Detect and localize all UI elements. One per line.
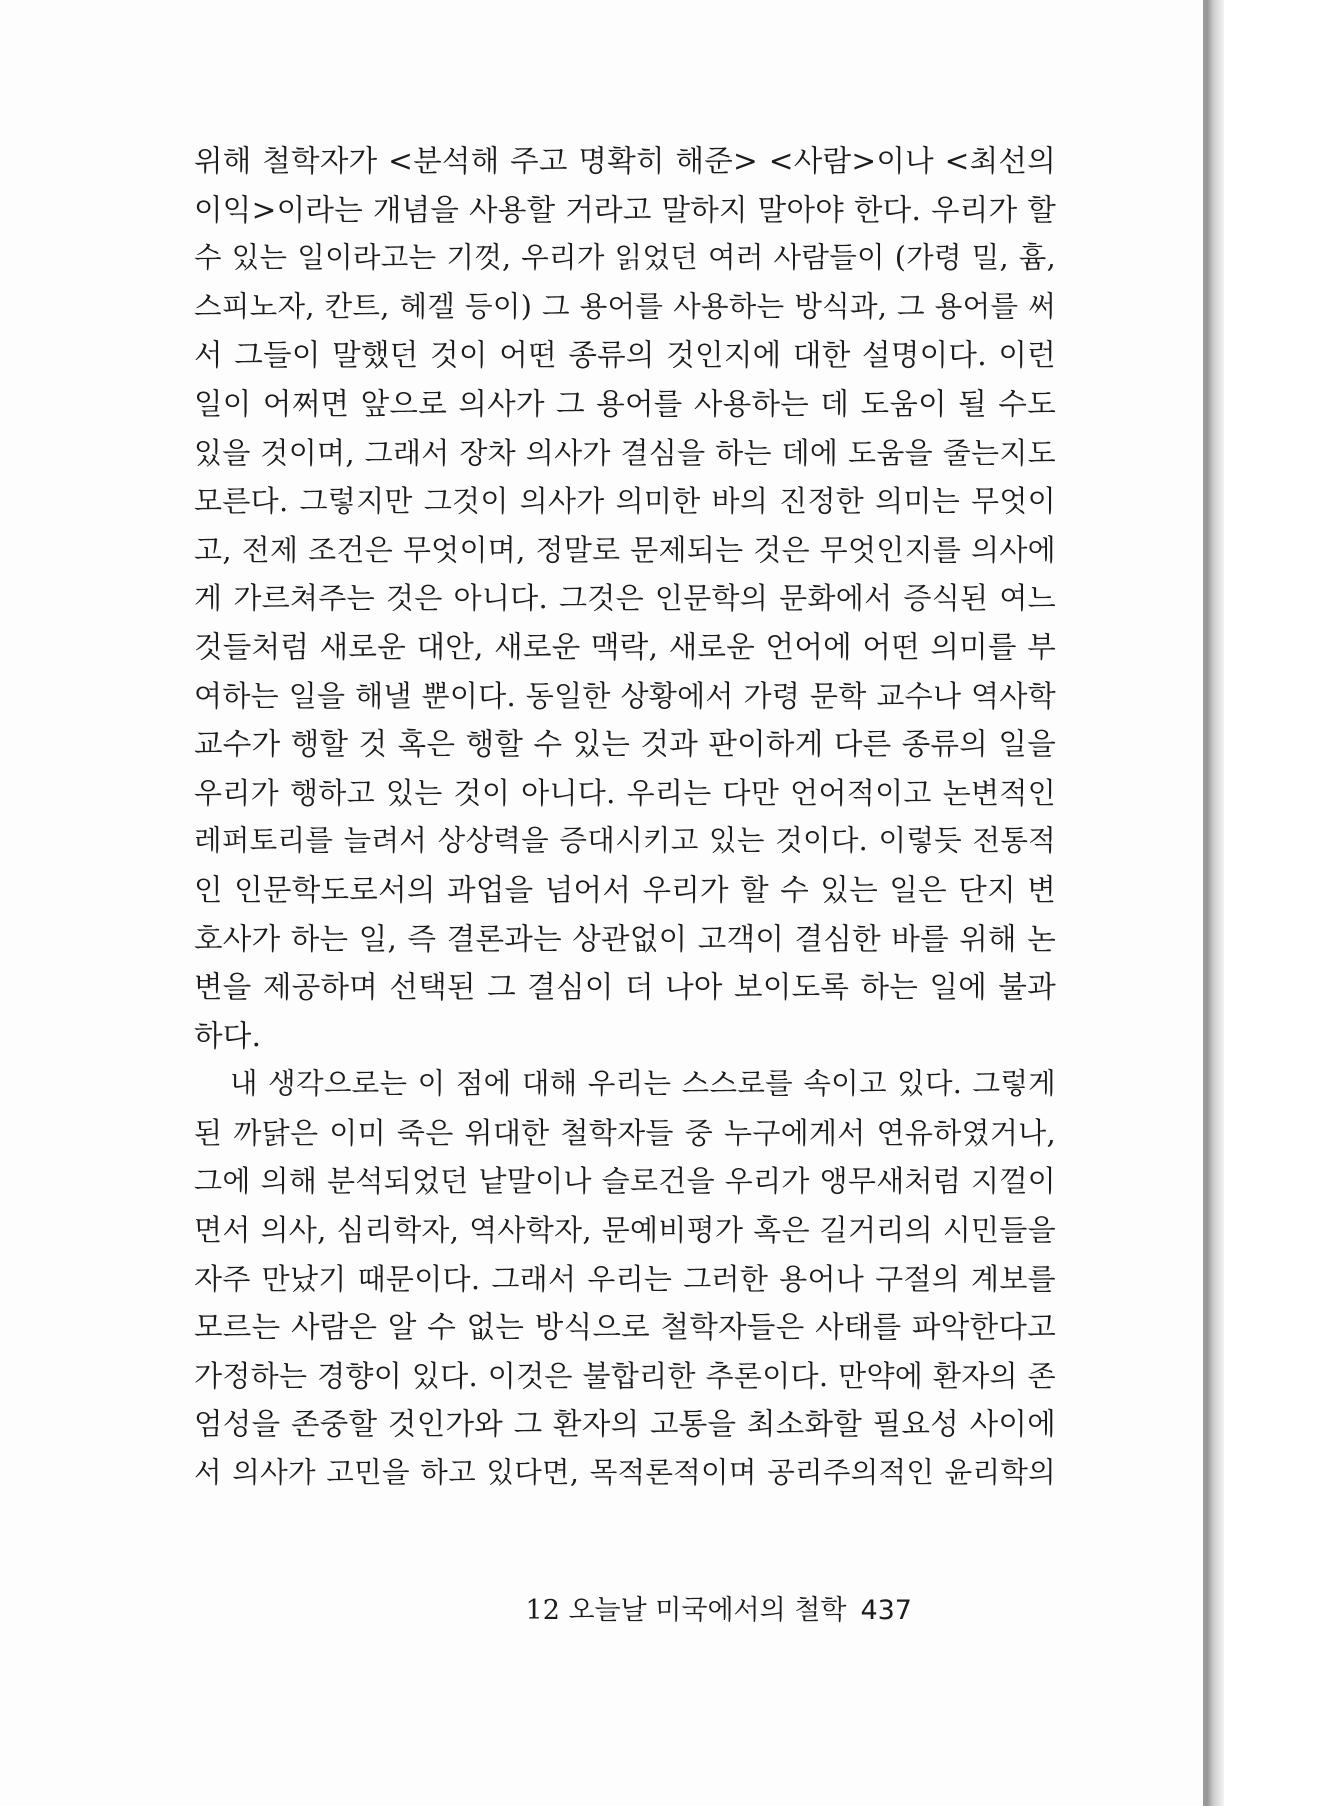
text-line: 이익>이라는 개념을 사용할 거라고 말하지 말아야 한다. 우리가 할 [194, 192, 1056, 227]
text-line: 수 있는 일이라고는 기껏, 우리가 읽었던 여러 사람들이 (가령 밀, 흄, [194, 241, 1056, 275]
text-line: 변을 제공하며 선택된 그 결심이 더 나아 보이도록 하는 일에 불과 [194, 970, 1056, 1005]
text-line: 서 의사가 고민을 하고 있다면, 목적론적이며 공리주의적인 윤리학의 [194, 1456, 1056, 1490]
running-footer [526, 1588, 912, 1627]
body-text [194, 137, 1056, 1498]
text-line: 모른다. 그렇지만 그것이 의사가 의미한 바의 진정한 의미는 무엇이 [194, 484, 1056, 519]
text-line: 서 그들이 말했던 것이 어떤 종류의 것인지에 대한 설명이다. 이런 [194, 338, 1056, 373]
text-line: 고, 전제 조건은 무엇이며, 정말로 문제되는 것은 무엇인지를 의사에 [194, 532, 1056, 567]
text-line: 된 까닭은 이미 죽은 위대한 철학자들 중 누구에게서 연유하였거나, [194, 1115, 1056, 1150]
text-line: 내 생각으로는 이 점에 대해 우리는 스스로를 속이고 있다. 그렇게 [230, 1067, 1056, 1101]
page-edge-shadow [1206, 0, 1224, 1806]
text-line: 자주 만났기 때문이다. 그래서 우리는 그러한 용어나 구절의 계보를 [194, 1261, 1056, 1296]
text-line: 여하는 일을 해낼 뿐이다. 동일한 상황에서 가령 문학 교수나 역사학 [194, 678, 1056, 713]
text-line: 모르는 사람은 알 수 없는 방식으로 철학자들은 사태를 파악한다고 [194, 1310, 1056, 1345]
chapter-title: 12 오늘날 미국에서의 철학 [525, 1595, 847, 1626]
text-line: 위해 철학자가 <분석해 주고 명확히 해준> <사람>이나 <최선의 [194, 144, 1056, 178]
text-line: 있을 것이며, 그래서 장차 의사가 결심을 하는 데에 도움을 줄는지도 [194, 435, 1056, 470]
text-line: 호사가 하는 일, 즉 결론과는 상관없이 고객이 결심한 바를 위해 논 [194, 921, 1056, 956]
text-line: 레퍼토리를 늘려서 상상력을 증대시키고 있는 것이다. 이렇듯 전통적 [194, 824, 1056, 858]
text-line: 가정하는 경향이 있다. 이것은 불합리한 추론이다. 만약에 환자의 존 [194, 1358, 1056, 1393]
text-line: 교수가 행할 것 혹은 행할 수 있는 것과 판이하게 다른 종류의 일을 [194, 727, 1056, 762]
text-line: 그에 의해 분석되었던 낱말이나 슬로건을 우리가 앵무새처럼 지껄이 [194, 1164, 1056, 1199]
text-line: 우리가 행하고 있는 것이 아니다. 우리는 다만 언어적이고 논변적인 [194, 775, 1056, 810]
text-line: 엄성을 존중할 것인가와 그 환자의 고통을 최소화할 필요성 사이에 [194, 1407, 1056, 1442]
text-line: 일이 어쩌면 앞으로 의사가 그 용어를 사용하는 데 도움이 될 수도 [194, 386, 1056, 421]
page-number: 437 [860, 1595, 912, 1626]
text-line: 면서 의사, 심리학자, 역사학자, 문예비평가 혹은 길거리의 시민들을 [194, 1213, 1056, 1248]
text-line: 스피노자, 칸트, 헤겔 등이) 그 용어를 사용하는 방식과, 그 용어를 써 [194, 289, 1056, 323]
text-line: 게 가르쳐주는 것은 아니다. 그것은 인문학의 문화에서 증식된 여느 [194, 581, 1056, 616]
text-line: 것들처럼 새로운 대안, 새로운 맥락, 새로운 언어에 어떤 의미를 부 [194, 629, 1056, 664]
text-line: 인 인문학도로서의 과업을 넘어서 우리가 할 수 있는 일은 단지 변 [194, 872, 1056, 907]
text-line: 하다. [194, 1018, 262, 1053]
